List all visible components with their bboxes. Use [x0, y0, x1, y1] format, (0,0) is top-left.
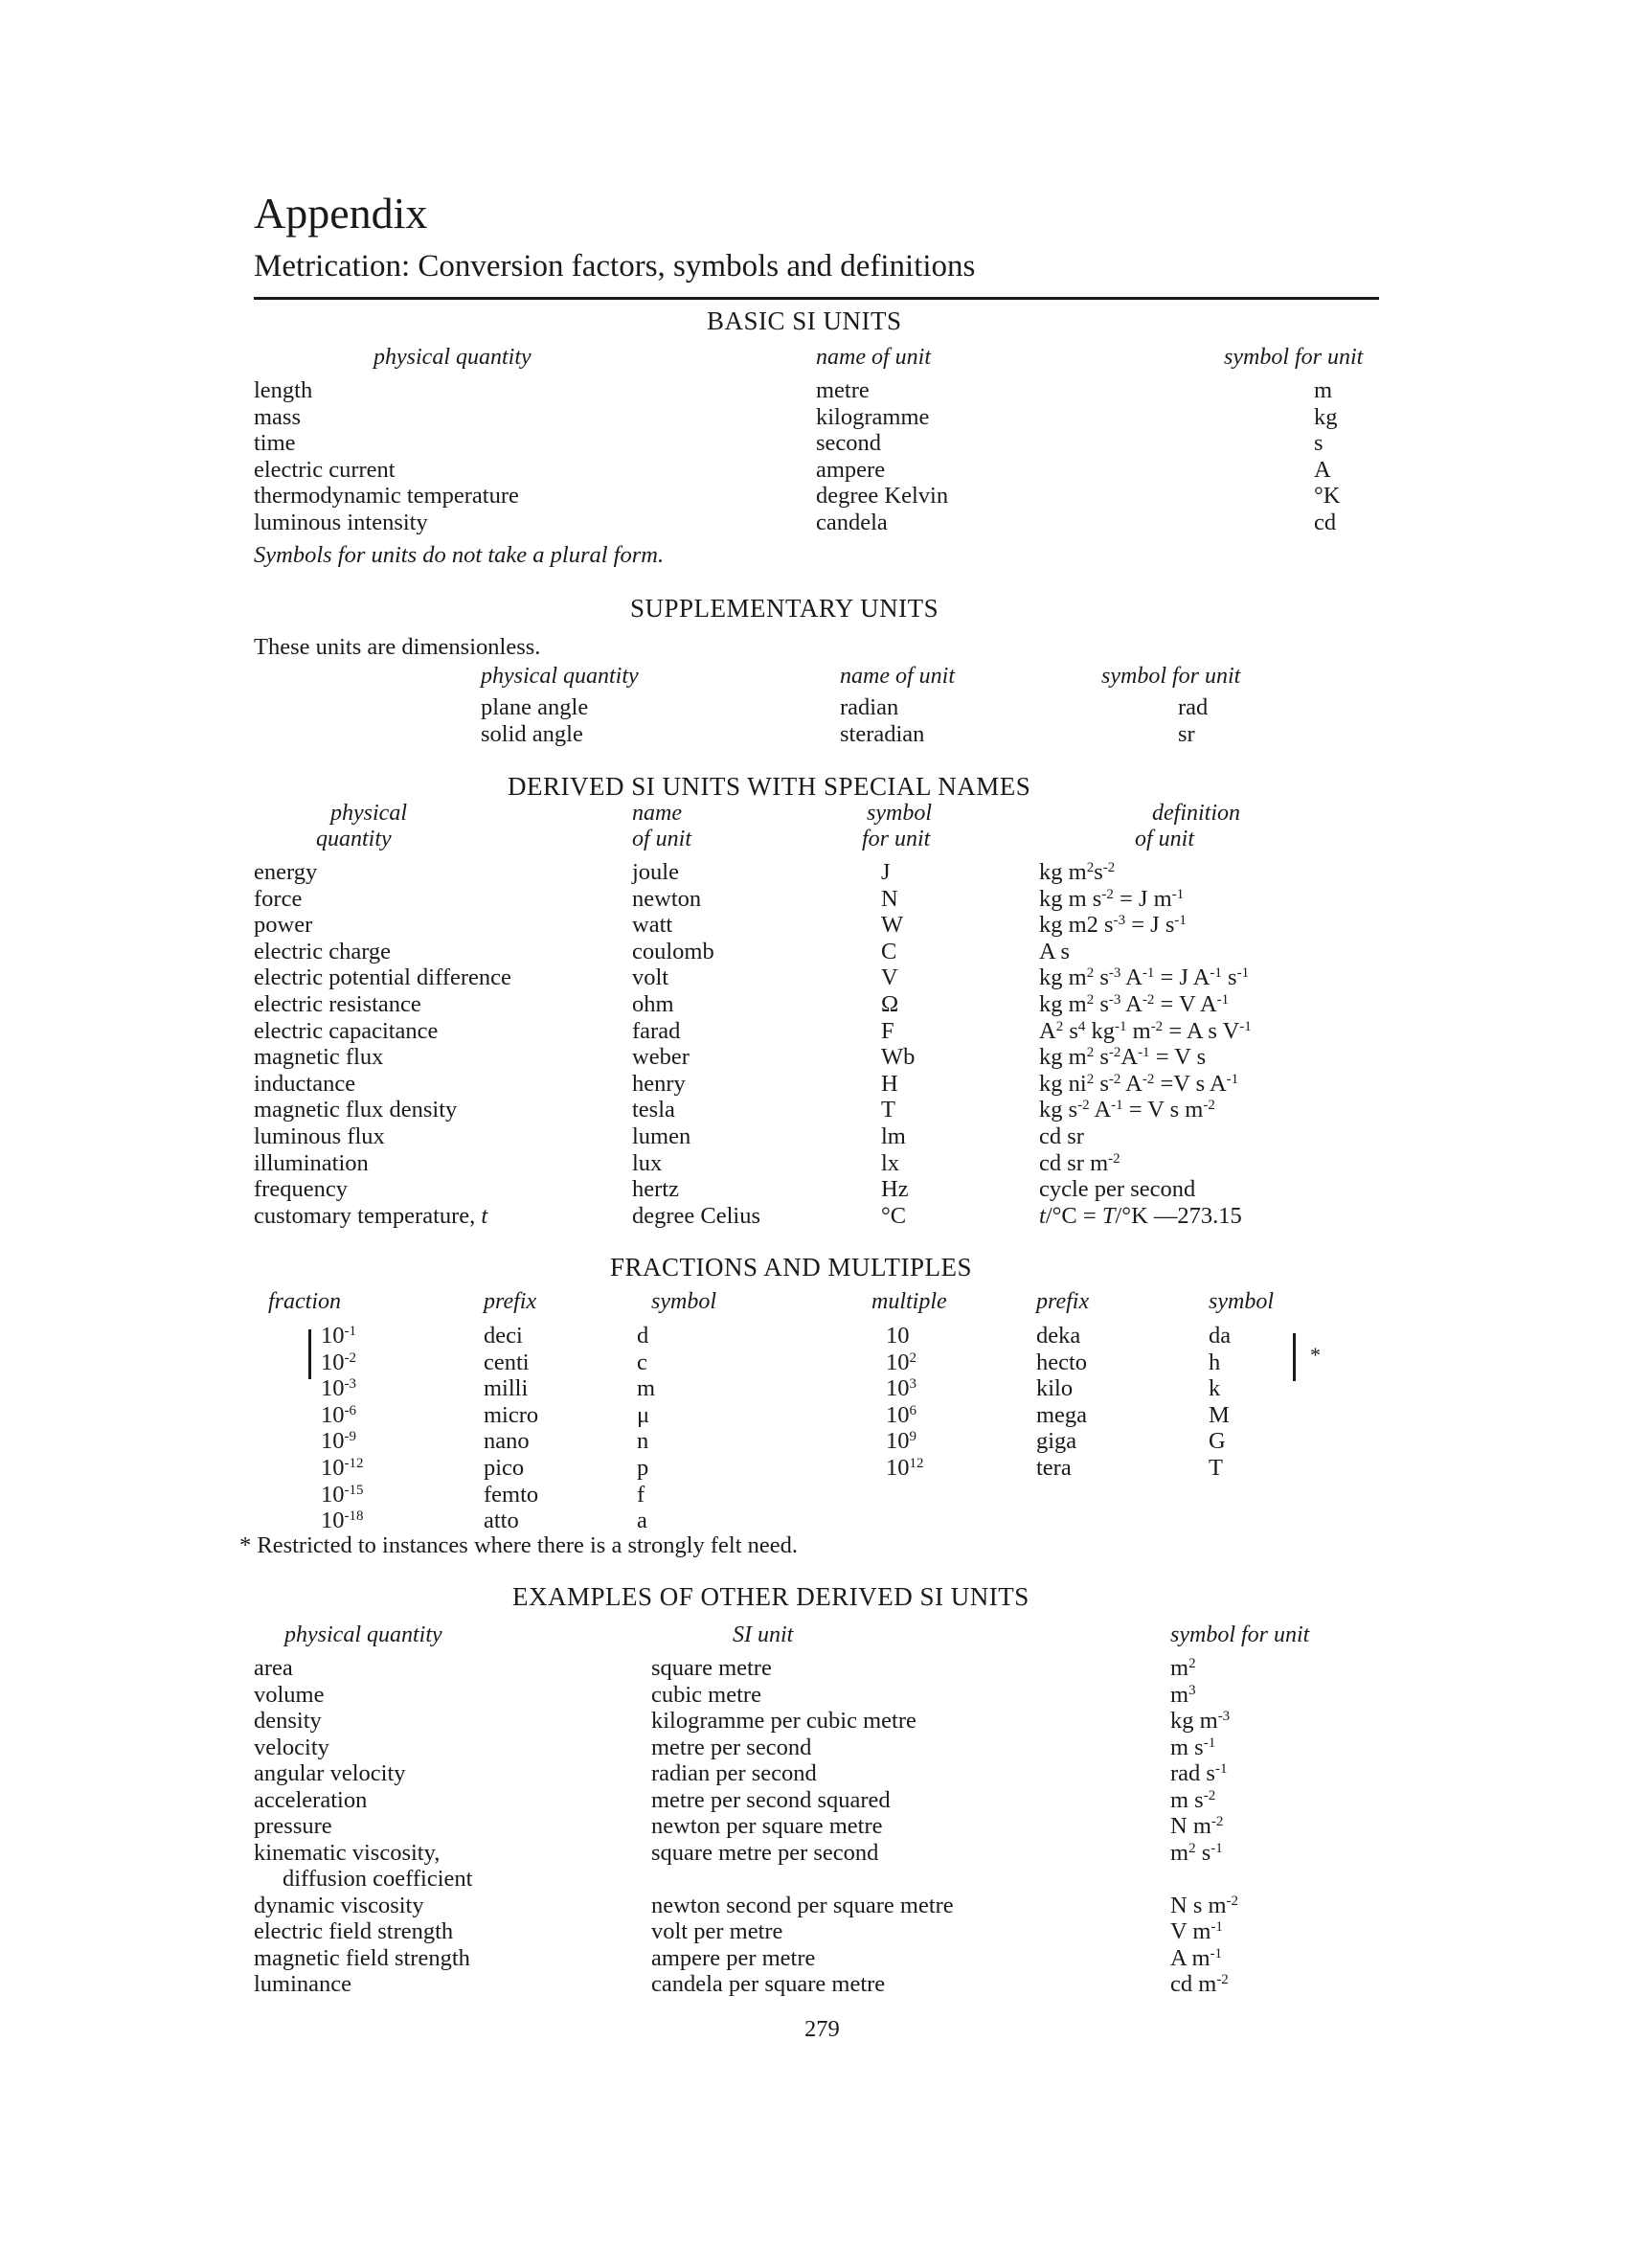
derived-row-quantity: electric potential difference [254, 964, 511, 991]
basic-row-quantity: thermodynamic temperature [254, 483, 519, 509]
fraction-row-fraction: $10^{-3}$ [321, 1375, 356, 1402]
example-row-unit: candela per square metre [651, 1971, 886, 1997]
fraction-row-symbol: a [637, 1508, 647, 1534]
frac-col-prefix: prefix [484, 1289, 537, 1314]
example-row-unit: newton per square metre [651, 1813, 883, 1839]
derived-row-name: hertz [632, 1176, 679, 1203]
fraction-row-prefix: femto [484, 1481, 539, 1508]
frac-bracket-right [1293, 1333, 1296, 1381]
derived-row-quantity: inductance [254, 1070, 356, 1097]
supplementary-row-quantity: plane angle [481, 694, 589, 720]
frac-col-prefix2: prefix [1036, 1289, 1090, 1314]
derived-row-name: volt [632, 964, 669, 991]
example-row-quantity: velocity [254, 1734, 329, 1760]
supplementary-intro: These units are dimensionless. [254, 634, 541, 660]
derived-row-symbol: F [881, 1017, 894, 1044]
fraction-row-prefix: atto [484, 1508, 519, 1534]
derived-row-symbol: C [881, 938, 897, 964]
example-row-symbol: kg $m^{-3}$ [1170, 1708, 1231, 1734]
basic-col-quantity: physical quantity [373, 345, 532, 370]
derived-row-quantity: customary temperature, t [254, 1202, 488, 1229]
fraction-row-prefix: milli [484, 1375, 529, 1402]
derived-row-name: joule [632, 859, 679, 885]
examples-heading: EXAMPLES OF OTHER DERIVED SI UNITS [512, 1582, 1029, 1611]
example-row-unit: ampere per metre [651, 1944, 816, 1971]
example-row-unit: square metre per second [651, 1839, 879, 1866]
derived-row-symbol: J [881, 859, 891, 885]
fraction-row-symbol: p [637, 1455, 649, 1481]
fractions-note: * Restricted to instances where there is a strongly felt need. [239, 1532, 799, 1558]
basic-row-symbol: °K [1314, 483, 1341, 509]
fraction-row-fraction: $10^{-1}$ [321, 1323, 356, 1349]
derived-row-quantity: magnetic flux density [254, 1097, 458, 1123]
derived-row-symbol: Ω [881, 991, 899, 1017]
basic-row-name: metre [816, 377, 870, 403]
multiple-row-prefix: kilo [1036, 1375, 1074, 1402]
example-row-symbol: N s $m^{-2}$ [1170, 1892, 1239, 1918]
derived-row-symbol: lm [881, 1123, 906, 1149]
derived-row-name: newton [632, 885, 702, 912]
derived-row-definition: kg $ni^2$ $s^{-2}$ $A^{-2} =V$ s $A^{-1}$ [1039, 1070, 1239, 1097]
multiple-row-multiple: 10 [886, 1323, 910, 1349]
derived-row-definition: cd sr $m^{-2}$ [1039, 1149, 1120, 1176]
frac-col-symbol: symbol [651, 1289, 716, 1314]
basic-row-quantity: electric current [254, 456, 396, 483]
derived-row-name: degree Celius [632, 1202, 761, 1229]
supp-col-name: name of unit [840, 664, 955, 689]
derived-row-definition: kg $m^2$ $s^{-3}$ $A^{-2} = V$ $A^{-1}$ [1039, 991, 1230, 1017]
fraction-row-fraction: $10^{-18}$ [321, 1508, 364, 1534]
multiple-row-prefix: hecto [1036, 1349, 1088, 1375]
example-row-quantity: density [254, 1708, 322, 1734]
fraction-row-fraction: $10^{-12}$ [321, 1455, 364, 1481]
supplementary-row-name: steradian [840, 720, 925, 747]
frac-bracket-left [308, 1329, 311, 1379]
derived-row-definition: cycle per second [1039, 1176, 1196, 1203]
derived-col-def-1: definition [1152, 801, 1240, 826]
supplementary-heading: SUPPLEMENTARY UNITS [630, 594, 939, 623]
derived-row-name: lux [632, 1149, 663, 1176]
derived-row-symbol: Wb [881, 1044, 916, 1071]
derived-row-name: watt [632, 912, 673, 939]
basic-col-name: name of unit [816, 345, 931, 370]
derived-row-quantity: electric charge [254, 938, 392, 964]
multiple-row-prefix: mega [1036, 1401, 1088, 1428]
fraction-row-symbol: n [637, 1428, 649, 1455]
derived-row-name: lumen [632, 1123, 691, 1149]
example-row-symbol: $m^2$ $s^{-1}$ [1170, 1839, 1223, 1866]
derived-heading: DERIVED SI UNITS WITH SPECIAL NAMES [508, 772, 1031, 801]
fraction-row-fraction: $10^{-15}$ [321, 1481, 364, 1508]
derived-col-symbol-2: for unit [862, 827, 931, 851]
derived-row-symbol: T [881, 1097, 895, 1123]
derived-row-name: tesla [632, 1097, 675, 1123]
derived-col-quantity-1: physical [330, 801, 407, 826]
derived-row-symbol: V [881, 964, 898, 991]
multiple-row-prefix: giga [1036, 1428, 1077, 1455]
title-rule [254, 297, 1379, 300]
frac-col-multiple: multiple [871, 1289, 947, 1314]
example-row-symbol: m $s^{-1}$ [1170, 1734, 1216, 1760]
example-row-quantity: luminance [254, 1971, 352, 1997]
derived-col-name-2: of unit [632, 827, 692, 851]
fraction-row-prefix: nano [484, 1428, 530, 1455]
derived-row-quantity: magnetic flux [254, 1044, 384, 1071]
multiple-row-prefix: deka [1036, 1323, 1081, 1349]
basic-row-name: kilogramme [816, 403, 930, 430]
derived-col-quantity-2: quantity [316, 827, 392, 851]
example-row-symbol: rad $s^{-1}$ [1170, 1760, 1228, 1786]
derived-row-quantity: illumination [254, 1149, 369, 1176]
example-row-symbol: $m^2$ [1170, 1655, 1196, 1681]
basic-row-symbol: s [1314, 430, 1324, 456]
basic-row-quantity: time [254, 430, 296, 456]
derived-row-quantity: power [254, 912, 313, 939]
derived-row-quantity: frequency [254, 1176, 348, 1203]
basic-row-symbol: cd [1314, 509, 1337, 535]
fraction-row-prefix: centi [484, 1349, 530, 1375]
example-row-symbol: $m^3$ [1170, 1681, 1196, 1708]
multiple-row-symbol: G [1209, 1428, 1226, 1455]
frac-col-symbol2: symbol [1209, 1289, 1274, 1314]
fraction-row-prefix: micro [484, 1401, 539, 1428]
multiple-row-prefix: tera [1036, 1455, 1072, 1481]
fraction-row-symbol: d [637, 1323, 649, 1349]
ex-col-symbol: symbol for unit [1170, 1622, 1310, 1647]
supp-col-quantity: physical quantity [481, 664, 639, 689]
basic-row-quantity: luminous intensity [254, 509, 428, 535]
multiple-row-multiple: $10^2$ [886, 1349, 916, 1375]
example-row-unit: volt per metre [651, 1918, 783, 1944]
derived-row-name: weber [632, 1044, 690, 1071]
multiple-row-symbol: k [1209, 1375, 1221, 1402]
basic-row-symbol: m [1314, 377, 1333, 403]
fraction-row-fraction: $10^{-2}$ [321, 1349, 356, 1375]
basic-note: Symbols for units do not take a plural form. [254, 542, 665, 568]
derived-col-def-2: of unit [1135, 827, 1195, 851]
derived-col-name-1: name [632, 801, 682, 826]
frac-col-fraction: fraction [268, 1289, 341, 1314]
derived-row-name: henry [632, 1070, 686, 1097]
example-row-quantity: magnetic field strength [254, 1944, 470, 1971]
example-row-symbol: V $m^{-1}$ [1170, 1918, 1223, 1944]
basic-row-name: degree Kelvin [816, 483, 949, 509]
supp-col-symbol: symbol for unit [1101, 664, 1241, 689]
basic-row-symbol: A [1314, 456, 1331, 483]
basic-col-symbol: symbol for unit [1224, 345, 1364, 370]
derived-row-symbol: H [881, 1070, 898, 1097]
example-row-quantity: acceleration [254, 1786, 368, 1813]
example-row-unit: square metre [651, 1655, 772, 1681]
example-row-symbol: cd $m^{-2}$ [1170, 1971, 1229, 1997]
fraction-row-symbol: μ [637, 1401, 650, 1428]
multiple-row-symbol: da [1209, 1323, 1232, 1349]
supplementary-row-name: radian [840, 694, 899, 720]
fraction-row-prefix: pico [484, 1455, 525, 1481]
supplementary-row-quantity: solid angle [481, 720, 583, 747]
derived-row-quantity: energy [254, 859, 318, 885]
derived-row-symbol: Hz [881, 1176, 909, 1203]
derived-row-name: ohm [632, 991, 674, 1017]
example-row-quantity: dynamic viscosity [254, 1892, 424, 1918]
derived-row-definition: t/°C = T/°K —273.15 [1039, 1202, 1242, 1229]
basic-row-quantity: length [254, 377, 313, 403]
fraction-row-prefix: deci [484, 1323, 523, 1349]
fraction-row-fraction: $10^{-6}$ [321, 1401, 356, 1428]
basic-row-quantity: mass [254, 403, 301, 430]
fraction-row-symbol: c [637, 1349, 647, 1375]
basic-heading: BASIC SI UNITS [707, 306, 902, 335]
example-row-unit: cubic metre [651, 1681, 761, 1708]
derived-row-symbol: W [881, 912, 904, 939]
example-row-symbol: m $s^{-2}$ [1170, 1786, 1216, 1813]
derived-row-definition: $A^2$ $s^4$ $kg^{-1}$ $m^{-2} = A$ s $V^{-1}$ [1039, 1017, 1252, 1044]
example-row-unit: kilogramme per cubic metre [651, 1708, 916, 1734]
ex-col-quantity: physical quantity [284, 1622, 442, 1647]
example-row-quantity: angular velocity [254, 1760, 406, 1786]
multiple-row-multiple: $10^9$ [886, 1428, 916, 1455]
derived-row-symbol: lx [881, 1149, 900, 1176]
derived-row-name: farad [632, 1017, 681, 1044]
derived-row-quantity: luminous flux [254, 1123, 385, 1149]
derived-col-symbol-1: symbol [867, 801, 932, 826]
basic-row-symbol: kg [1314, 403, 1338, 430]
derived-row-symbol: N [881, 885, 898, 912]
supplementary-row-symbol: rad [1178, 694, 1209, 720]
page-number: 279 [804, 2016, 840, 2042]
derived-row-definition: kg $m^2$ $s^{-2}A^{-1} = V$ s [1039, 1044, 1207, 1071]
multiple-row-multiple: $10^6$ [886, 1401, 916, 1428]
example-row-unit: metre per second [651, 1734, 812, 1760]
derived-row-quantity: electric capacitance [254, 1017, 439, 1044]
fraction-row-fraction: $10^{-9}$ [321, 1428, 356, 1455]
basic-row-name: ampere [816, 456, 886, 483]
derived-row-definition: kg $m^2s^{-2}$ [1039, 859, 1116, 885]
ex-col-unit: SI unit [733, 1622, 794, 1647]
derived-row-definition: kg m $s^{-2} = J$ $m^{-1}$ [1039, 885, 1185, 912]
page-subtitle: Metrication: Conversion factors, symbols and definitions [254, 249, 976, 284]
derived-row-definition: kg $m^2$ $s^{-3}$ $A^{-1} = J$ $A^{-1}$ $s^{-1}$ [1039, 964, 1250, 991]
example-row-symbol: A $m^{-1}$ [1170, 1944, 1223, 1971]
page-title: Appendix [254, 189, 428, 238]
fractions-heading: FRACTIONS AND MULTIPLES [610, 1253, 973, 1281]
basic-row-name: second [816, 430, 882, 456]
supplementary-row-symbol: sr [1178, 720, 1195, 747]
multiple-row-symbol: M [1209, 1401, 1230, 1428]
example-row-unit: metre per second squared [651, 1786, 891, 1813]
derived-row-quantity: electric resistance [254, 991, 421, 1017]
example-row-quantity: area [254, 1655, 293, 1681]
derived-row-definition: cd sr [1039, 1123, 1084, 1149]
frac-star-mark: * [1310, 1343, 1321, 1367]
example-row-unit: newton second per square metre [651, 1892, 954, 1918]
example-row-quantity: diffusion coefficient [283, 1866, 473, 1892]
example-row-quantity: volume [254, 1681, 325, 1708]
basic-row-name: candela [816, 509, 888, 535]
derived-row-symbol: °C [881, 1202, 907, 1229]
multiple-row-symbol: T [1209, 1455, 1223, 1481]
multiple-row-multiple: $10^{12}$ [886, 1455, 924, 1481]
multiple-row-symbol: h [1209, 1349, 1221, 1375]
derived-row-name: coulomb [632, 938, 714, 964]
example-row-quantity: electric field strength [254, 1918, 454, 1944]
example-row-unit: radian per second [651, 1760, 817, 1786]
derived-row-definition: kg $s^{-2}$ $A^{-1} = V$ s $m^{-2}$ [1039, 1097, 1215, 1123]
example-row-quantity: kinematic viscosity, [254, 1839, 441, 1866]
multiple-row-multiple: $10^3$ [886, 1375, 916, 1402]
derived-row-definition: A s [1039, 938, 1071, 964]
fraction-row-symbol: f [637, 1481, 645, 1508]
example-row-quantity: pressure [254, 1813, 332, 1839]
derived-row-definition: kg m2 $s^{-3} = J$ $s^{-1}$ [1039, 912, 1187, 939]
fraction-row-symbol: m [637, 1375, 656, 1402]
derived-row-quantity: force [254, 885, 303, 912]
example-row-symbol: N $m^{-2}$ [1170, 1813, 1224, 1839]
